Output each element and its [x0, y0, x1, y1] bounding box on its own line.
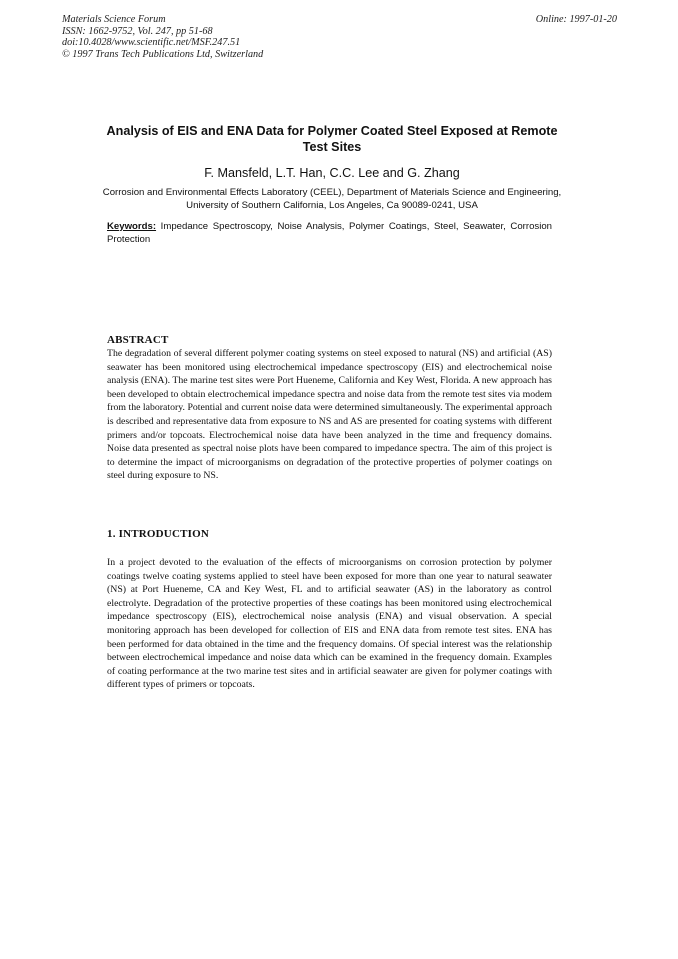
copyright-line: © 1997 Trans Tech Publications Ltd, Switzerland — [62, 48, 264, 60]
title-block — [100, 124, 564, 212]
online-date: Online: 1997-01-20 — [535, 14, 617, 25]
doi-line: doi:10.4028/www.scientific.net/MSF.247.51 — [62, 37, 241, 49]
abstract-text: The degradation of several different polymer coating systems on steel exposed to natural (NS) and artificial (AS) seawater has been monitored using electrochemical impedance spectroscopy (EIS) and electrochemical noise analysis (ENA). The marine test sites were Port Hueneme, California and Key West, Florida. A new approach has been developed to obtain electrochemical impedance spectra and noise data from the remote test sites via modem from the laboratory. Potential and current noise data were determined simultaneously. The experimental approach is described and representative data from exposure to NS and AS are presented for coating systems with different primers and/or topcoats. Electrochemical noise data have been analyzed in the time and frequency domains. Noise data presented as spectral noise plots have been compared to impedance spectra. The aim of this project is to determine the impact of microorganisms on degradation of the protective properties of polymer coatings on steel during exposure to NS. — [107, 348, 552, 482]
issn-line: ISSN: 1662-9752, Vol. 247, pp 51-68 — [62, 25, 213, 37]
introduction-section — [107, 528, 552, 692]
journal-name: Materials Science Forum — [62, 14, 166, 25]
abstract-heading: ABSTRACT — [107, 334, 169, 346]
introduction-text: In a project devoted to the evaluation of the effects of microorganisms on corrosion protection by polymer coatings twelve coating systems applied to steel have been exposed for more than one year to natural seawater (NS) at Port Hueneme, CA and Key West, FL and to artificial seawater (AS) in the laboratory as control electrolyte. Degradation of the protective properties of these coatings has been monitored using electrochemical impedance spectroscopy (EIS), electrochemical noise analysis (ENA) and visual observation. A special monitoring approach has been developed for collection of EIS and ENA data from remote test sites. ENA has been performed for data obtained in the time and the frequency domains. Of special interest was the relationship between electrochemical impedance and noise data which can be examined in the frequency domain. Examples of coating performance at the two marine test sites and in artificial seawater are given for polymer coatings with different types of primers or topcoats. — [107, 557, 552, 691]
paper-affiliation: Corrosion and Environmental Effects Laboratory (CEEL), Department of Materials Science and Engineering, University of Southern California, Los Angeles, Ca 90089-0241, USA — [102, 187, 562, 211]
abstract-section — [107, 334, 552, 483]
keywords-text: Impedance Spectroscopy, Noise Analysis, Polymer Coatings, Steel, Seawater, Corrosion Protection — [107, 221, 552, 245]
paper-title: Analysis of EIS and ENA Data for Polymer Coated Steel Exposed at Remote Test Sites — [106, 124, 558, 154]
keywords-label: Keywords: — [107, 221, 157, 232]
paper-authors: F. Mansfeld, L.T. Han, C.C. Lee and G. Zhang — [204, 166, 460, 180]
page-header — [62, 14, 617, 60]
introduction-heading: 1. INTRODUCTION — [107, 528, 210, 540]
keywords — [107, 221, 552, 246]
